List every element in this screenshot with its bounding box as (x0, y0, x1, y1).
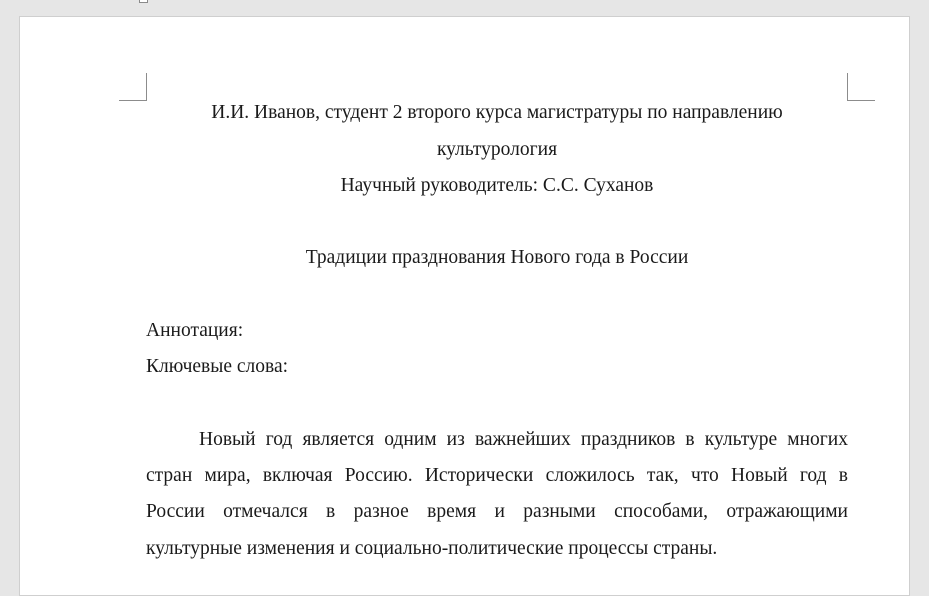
paragraph-line-3: России отмечался в разное время и разными способами, отражающими (146, 501, 848, 522)
annotation-label: Аннотация: (146, 320, 244, 341)
advisor-line: Научный руководитель: С.С. Суханов (340, 175, 654, 196)
author-line-2: культурология (436, 139, 558, 160)
author-line-1: И.И. Иванов, студент 2 второго курса магистратуры по направлению (211, 102, 783, 123)
margin-corner-top-left (119, 73, 147, 101)
paragraph-line-1: Новый год является одним из важнейших праздников в культуре многих (199, 429, 848, 450)
keywords-label: Ключевые слова: (146, 356, 289, 377)
paragraph-line-2: стран мира, включая Россию. Исторически сложилось так, что Новый год в (146, 465, 848, 486)
paragraph-line-4: культурные изменения и социально-политические процессы страны. (146, 538, 718, 559)
document-title: Традиции празднования Нового года в России (305, 247, 689, 268)
ruler-indent-marker (139, 0, 148, 3)
margin-corner-top-right (847, 73, 875, 101)
